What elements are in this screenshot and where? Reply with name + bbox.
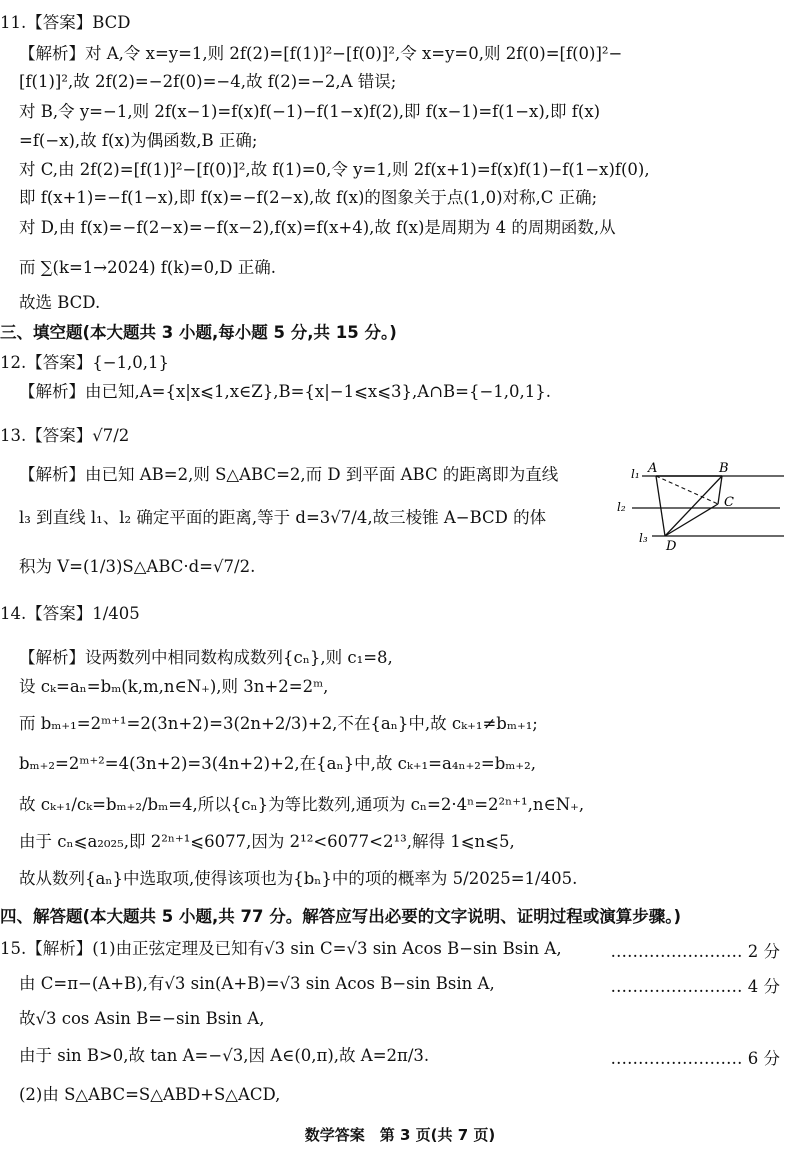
q13-analysis-3: 积为 V=(1/3)S△ABC·d=√7/2. xyxy=(19,557,256,576)
q15-points-4: …………………… 4 分 xyxy=(610,977,780,996)
q11-analysis-a1: 【解析】对 A,令 x=y=1,则 2f(2)=[f(1)]²−[f(0)]²,令 x=y=0,则 2f(0)=[f(0)]²− xyxy=(19,44,623,63)
q11-analysis-c1: 对 C,由 2f(2)=[f(1)]²−[f(0)]²,故 f(1)=0,令 y=1,则 2f(x+1)=f(x)f(1)−f(1−x)f(0), xyxy=(19,160,650,179)
q15-points-6: …………………… 6 分 xyxy=(610,1049,780,1068)
label-l3: l₃ xyxy=(639,531,648,545)
q11-answer: 11.【答案】BCD xyxy=(0,13,131,32)
q11-analysis-a2: [f(1)]²,故 2f(2)=−2f(0)=−4,故 f(2)=−2,A 错误; xyxy=(19,72,397,91)
q13-answer: 13.【答案】√7/2 xyxy=(0,426,130,445)
q12-analysis: 【解析】由已知,A={x|x⩽1,x∈Z},B={x|−1⩽x⩽3},A∩B={−1,0,1}. xyxy=(19,382,552,401)
q15-step-3: 故√3 cos Asin B=−sin Bsin A, xyxy=(19,1009,265,1028)
section-solution-heading: 四、解答题(本大题共 5 小题,共 77 分。解答应写出必要的文字说明、证明过程或演算步骤。) xyxy=(0,907,682,926)
q14-analysis-6: 由于 cₙ⩽a₂₀₂₅,即 2²ⁿ⁺¹⩽6077,因为 2¹²<6077<2¹³,解得 1⩽n⩽5, xyxy=(19,832,515,851)
q15-step-2: 由 C=π−(A+B),有√3 sin(A+B)=√3 sin Acos B−sin Bsin A, xyxy=(19,974,495,993)
q11-analysis-d2: 而 ∑(k=1→2024) f(k)=0,D 正确. xyxy=(19,258,277,277)
q14-analysis-7: 故从数列{aₙ}中选取项,使得该项也为{bₙ}中的项的概率为 5/2025=1/405. xyxy=(19,869,578,888)
label-C: C xyxy=(724,495,734,510)
q12-answer: 12.【答案】{−1,0,1} xyxy=(0,353,170,372)
label-l2: l₂ xyxy=(617,500,626,514)
q14-analysis-4: bₘ₊₂=2ᵐ⁺²=4(3n+2)=3(4n+2)+2,在{aₙ}中,故 cₖ₊₁=a₄ₙ₊₂=bₘ₊₂, xyxy=(19,754,536,773)
q11-analysis-b1: 对 B,令 y=−1,则 2f(x−1)=f(x)f(−1)−f(1−x)f(2),即 f(x−1)=f(1−x),即 f(x) xyxy=(19,102,601,121)
section-fill-in-heading: 三、填空题(本大题共 3 小题,每小题 5 分,共 15 分。) xyxy=(0,323,397,342)
q15-points-2: …………………… 2 分 xyxy=(610,942,780,961)
label-D: D xyxy=(666,539,677,554)
q15-step-1: 15.【解析】(1)由正弦定理及已知有√3 sin C=√3 sin Acos B−sin Bsin A, xyxy=(0,939,562,958)
q11-analysis-d1: 对 D,由 f(x)=−f(2−x)=−f(x−2),f(x)=f(x+4),故 f(x)是周期为 4 的周期函数,从 xyxy=(19,218,616,237)
q13-analysis-2: l₃ 到直线 l₁、l₂ 确定平面的距离,等于 d=3√7/4,故三棱锥 A−BCD 的体 xyxy=(19,508,547,527)
q14-answer: 14.【答案】1/405 xyxy=(0,604,140,623)
q15-part2: (2)由 S△ABC=S△ABD+S△ACD, xyxy=(19,1085,281,1104)
q14-analysis-2: 设 cₖ=aₙ=bₘ(k,m,n∈N₊),则 3n+2=2ᵐ, xyxy=(19,677,329,696)
q11-analysis-c2: 即 f(x+1)=−f(1−x),即 f(x)=−f(2−x),故 f(x)的图象关于点(1,0)对称,C 正确; xyxy=(19,188,598,207)
q14-analysis-3: 而 bₘ₊₁=2ᵐ⁺¹=2(3n+2)=3(2n+2/3)+2,不在{aₙ}中,故 cₖ₊₁≠bₘ₊₁; xyxy=(19,714,538,733)
q13-analysis-1: 【解析】由已知 AB=2,则 S△ABC=2,而 D 到平面 ABC 的距离即为直线 xyxy=(19,465,559,484)
q14-analysis-1: 【解析】设两数列中相同数构成数列{cₙ},则 c₁=8, xyxy=(19,648,393,667)
label-l1: l₁ xyxy=(631,467,640,481)
label-A: A xyxy=(648,461,658,476)
label-B: B xyxy=(719,461,729,476)
q15-step-4: 由于 sin B>0,故 tan A=−√3,因 A∈(0,π),故 A=2π/3. xyxy=(19,1046,430,1065)
q11-conclusion: 故选 BCD. xyxy=(19,293,101,312)
q14-analysis-5: 故 cₖ₊₁/cₖ=bₘ₊₂/bₘ=4,所以{cₙ}为等比数列,通项为 cₙ=2·4ⁿ=2²ⁿ⁺¹,n∈N₊, xyxy=(19,795,585,814)
q11-analysis-b2: =f(−x),故 f(x)为偶函数,B 正确; xyxy=(19,131,258,150)
tetrahedron-diagram xyxy=(612,456,788,556)
page-footer: 数学答案 第 3 页(共 7 页) xyxy=(304,1126,496,1144)
